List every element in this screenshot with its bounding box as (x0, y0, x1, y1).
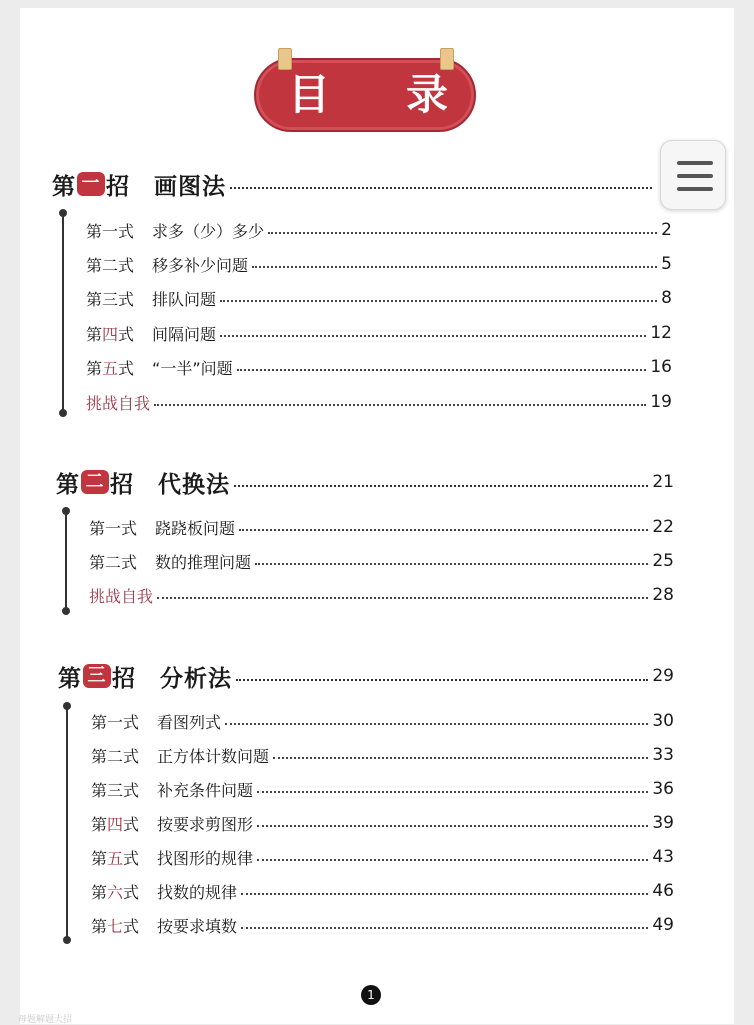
title-char-1: 目 (288, 70, 331, 119)
section-name: 找图形的规律 (157, 848, 254, 868)
section-name: 按要求填数 (157, 916, 238, 936)
chapter-3-title (58, 660, 232, 693)
dot-leader (257, 825, 648, 827)
section-page: 25 (652, 551, 674, 571)
section-page: 30 (652, 711, 674, 731)
toc-row[interactable] (89, 548, 674, 574)
toc-row[interactable] (86, 354, 672, 380)
toc-row[interactable] (91, 742, 674, 768)
toc-row[interactable] (91, 776, 674, 802)
section-label: 第一式 (86, 221, 135, 241)
dot-leader (252, 266, 657, 268)
dot-leader (237, 369, 647, 371)
section-page: 49 (652, 915, 674, 935)
section-page: 12 (650, 323, 672, 343)
section-label: 第二式 (91, 746, 140, 766)
section-name: 按要求剪图形 (157, 814, 254, 834)
section-label: 第四式 (86, 324, 135, 344)
section-label: 第一式 (91, 712, 140, 732)
section-label: 第二式 (86, 255, 135, 275)
banner-pin-right (440, 48, 454, 70)
chapter-1-title (52, 168, 226, 201)
dot-leader (268, 232, 657, 234)
chapter-page: 21 (652, 472, 674, 492)
section-label: 第四式 (91, 814, 140, 834)
toc-row[interactable] (89, 514, 674, 540)
dot-leader (255, 563, 648, 565)
section-page: 46 (652, 881, 674, 901)
banner-pin-left (278, 48, 292, 70)
chapter-suffix: 招 (106, 173, 130, 200)
chapter-suffix: 招 (112, 665, 136, 692)
dot-leader (257, 859, 648, 861)
section-page: 5 (661, 254, 672, 274)
challenge-label: 挑战自我 (89, 586, 154, 606)
dot-leader (239, 529, 648, 531)
toc-row[interactable] (91, 912, 674, 938)
section-page: 33 (652, 745, 674, 765)
toc-row[interactable] (91, 878, 674, 904)
toc-row[interactable] (91, 810, 674, 836)
section-page: 36 (652, 779, 674, 799)
chapter-page: 29 (652, 666, 674, 686)
chapter-suffix: 招 (110, 471, 134, 498)
dot-leader (225, 723, 648, 725)
chapter-2-title (56, 466, 230, 499)
toc-row[interactable] (91, 844, 674, 870)
section-name: “一半”问题 (152, 358, 233, 378)
section-page: 16 (650, 357, 672, 377)
toc-row-challenge[interactable] (86, 389, 672, 415)
section-label: 第五式 (91, 848, 140, 868)
dot-leader (236, 679, 648, 681)
section-name: 补充条件问题 (157, 780, 254, 800)
section-name: 间隔问题 (152, 324, 217, 344)
section-label: 第六式 (91, 882, 140, 902)
section-label: 第三式 (91, 780, 140, 800)
section-name: 找数的规律 (157, 882, 238, 902)
dot-leader (220, 300, 657, 302)
chapter-3-heading[interactable] (58, 660, 674, 692)
dot-leader (234, 485, 648, 487)
section-name: 看图列式 (157, 712, 222, 732)
section-page: 8 (661, 288, 672, 308)
chapter-3-bracket-line (66, 705, 68, 941)
section-page: 19 (650, 392, 672, 412)
section-page: 2 (661, 220, 672, 240)
toc-row-challenge[interactable] (89, 582, 674, 608)
section-name: 排队问题 (152, 289, 217, 309)
section-page: 39 (652, 813, 674, 833)
toc-row[interactable] (86, 217, 672, 243)
dot-leader (273, 757, 648, 759)
section-label: 第七式 (91, 916, 140, 936)
page-number-badge: 1 (361, 985, 381, 1005)
dot-leader (154, 404, 646, 406)
section-page: 43 (652, 847, 674, 867)
chapter-number-badge: 一 (77, 172, 105, 196)
chapter-1-bracket-line (62, 212, 64, 414)
toc-row[interactable] (86, 251, 672, 277)
chapter-number-badge: 二 (81, 470, 109, 494)
dot-leader (257, 791, 648, 793)
section-label: 第一式 (89, 518, 138, 538)
section-name: 求多（少）多少 (152, 221, 265, 241)
toc-row[interactable] (86, 285, 672, 311)
dot-leader (230, 187, 652, 189)
section-name: 移多补少问题 (152, 255, 249, 275)
footer-text: 母题解题大招 (18, 1015, 73, 1025)
chapter-name: 画图法 (154, 173, 226, 200)
section-page: 22 (652, 517, 674, 537)
chapter-prefix: 第 (56, 471, 80, 498)
toc-row[interactable] (86, 320, 672, 346)
dot-leader (241, 893, 648, 895)
chapter-prefix: 第 (52, 173, 76, 200)
section-label: 第五式 (86, 358, 135, 378)
chapter-prefix: 第 (58, 665, 82, 692)
section-label: 第三式 (86, 289, 135, 309)
chapter-1-heading[interactable] (52, 168, 656, 200)
challenge-label: 挑战自我 (86, 393, 151, 413)
chapter-2-bracket-line (65, 510, 67, 612)
chapter-name: 代换法 (158, 471, 230, 498)
section-name: 正方体计数问题 (157, 746, 270, 766)
menu-button[interactable] (660, 140, 726, 210)
title-char-2: 录 (406, 70, 449, 119)
toc-row[interactable] (91, 708, 674, 734)
chapter-2-heading[interactable] (56, 466, 674, 498)
dot-leader (220, 335, 646, 337)
chapter-name: 分析法 (160, 665, 232, 692)
section-label: 第二式 (89, 552, 138, 572)
dot-leader (241, 927, 648, 929)
section-name: 跷跷板问题 (155, 518, 236, 538)
section-name: 数的推理问题 (155, 552, 252, 572)
dot-leader (157, 597, 648, 599)
section-page: 28 (652, 585, 674, 605)
chapter-number-badge: 三 (83, 664, 111, 688)
